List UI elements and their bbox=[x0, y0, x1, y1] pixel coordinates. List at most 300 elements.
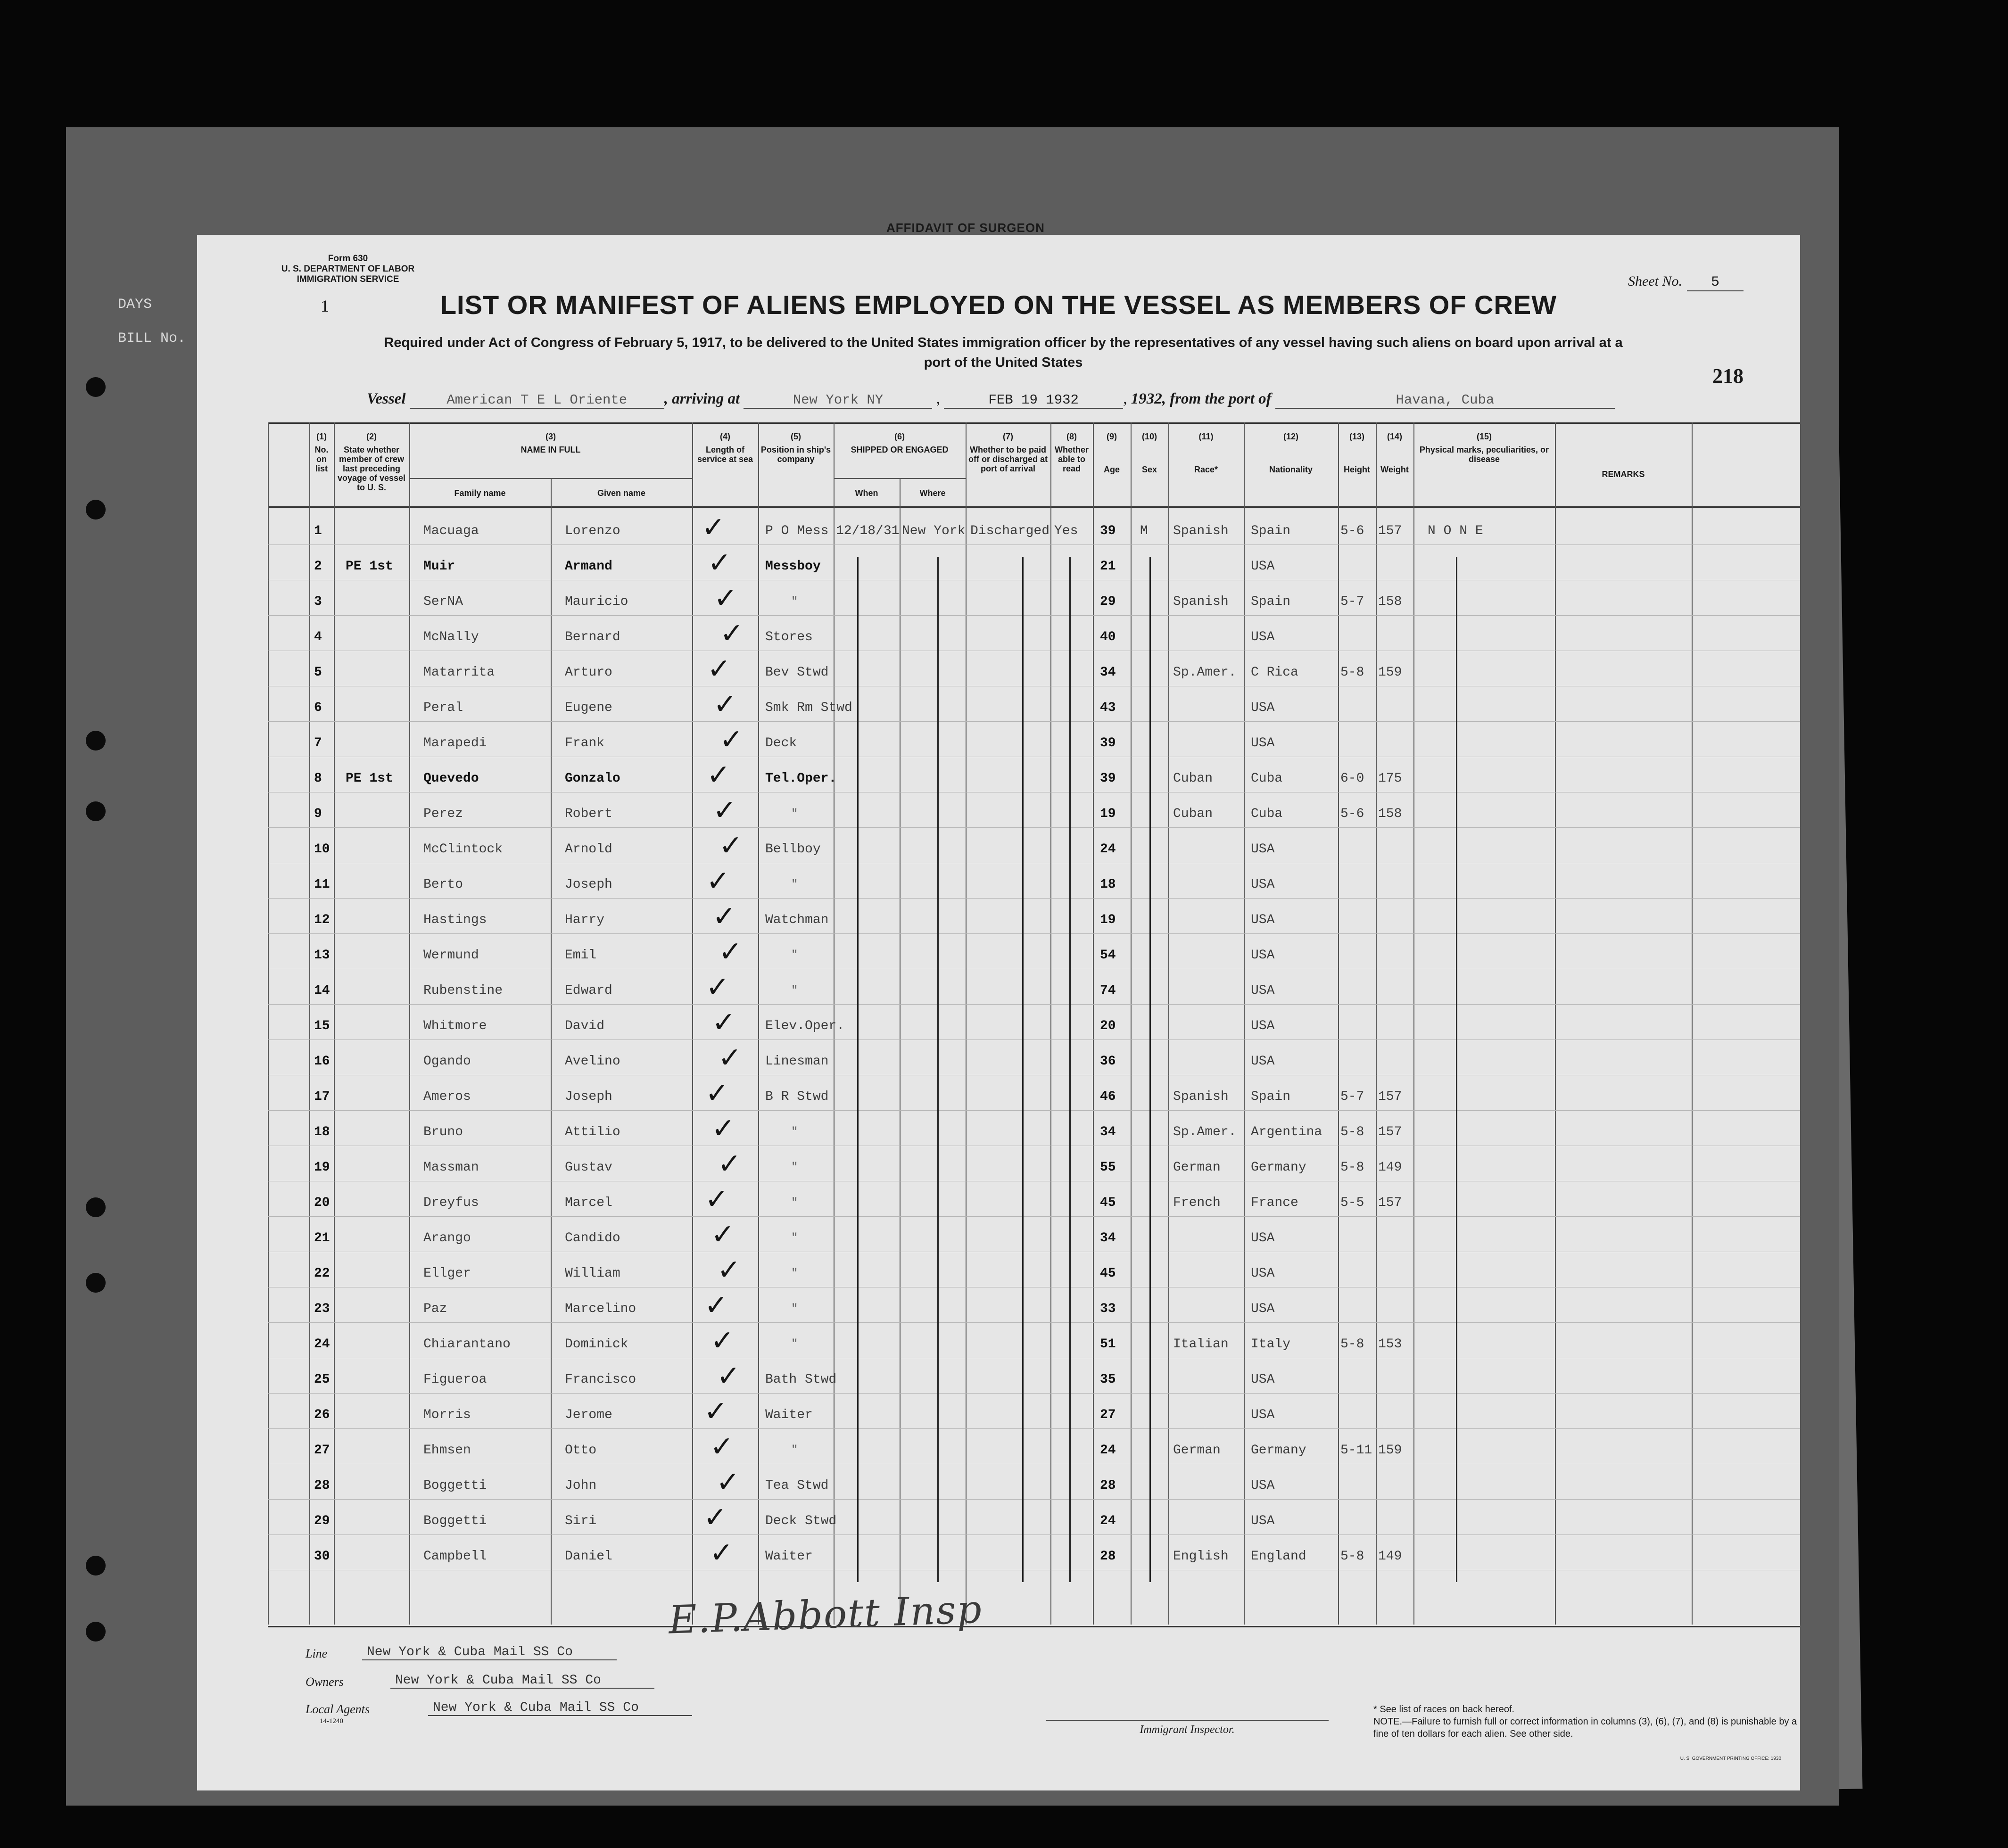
row-rule bbox=[268, 721, 1800, 722]
given-name: Gonzalo bbox=[565, 771, 620, 786]
nationality: C Rica bbox=[1251, 665, 1298, 680]
weight: 153 bbox=[1378, 1337, 1402, 1352]
column-rule bbox=[966, 422, 967, 1625]
check-mark-icon: ✓ bbox=[719, 829, 743, 862]
family-name: Muir bbox=[423, 559, 455, 574]
column-number: (8) bbox=[1066, 432, 1077, 441]
ditto-stroke bbox=[937, 557, 939, 1582]
nationality: USA bbox=[1251, 913, 1275, 927]
nationality: USA bbox=[1251, 1054, 1275, 1069]
nationality: Argentina bbox=[1251, 1125, 1322, 1139]
column-label: Physical marks, peculiarities, or disease bbox=[1419, 445, 1549, 464]
able-to-read: Yes bbox=[1054, 524, 1078, 538]
row-number: 5 bbox=[314, 665, 322, 680]
column-header-c10 bbox=[1131, 432, 1168, 474]
column-header-c8 bbox=[1050, 432, 1093, 473]
family-name: Marapedi bbox=[423, 736, 487, 751]
ditto-mark-icon: " bbox=[791, 1338, 798, 1351]
nationality: Spain bbox=[1251, 524, 1291, 538]
vessel-name: American T E L Oriente bbox=[410, 392, 664, 409]
age: 20 bbox=[1100, 1019, 1116, 1033]
ditto-mark-icon: " bbox=[791, 1444, 798, 1457]
arrival-year: 1932 bbox=[1131, 390, 1162, 407]
column-rule bbox=[1093, 422, 1094, 1625]
height: 5-11 bbox=[1340, 1443, 1372, 1458]
height: 5-7 bbox=[1340, 1089, 1364, 1104]
row-rule bbox=[268, 1004, 1800, 1005]
age: 46 bbox=[1100, 1089, 1116, 1104]
age: 24 bbox=[1100, 1514, 1116, 1528]
row-number: 24 bbox=[314, 1337, 330, 1352]
given-name: Candido bbox=[565, 1231, 620, 1246]
check-mark-icon: ✓ bbox=[706, 865, 730, 898]
height: 5-8 bbox=[1340, 1337, 1364, 1352]
check-mark-icon: ✓ bbox=[707, 759, 731, 792]
ditto-stroke bbox=[1069, 557, 1071, 1582]
row-rule bbox=[268, 1322, 1800, 1323]
height: 5-6 bbox=[1340, 807, 1364, 821]
height: 5-6 bbox=[1340, 524, 1364, 538]
ditto-mark-icon: " bbox=[791, 808, 798, 820]
given-name: Avelino bbox=[565, 1054, 620, 1069]
punch-hole bbox=[86, 731, 106, 751]
column-header-c13 bbox=[1338, 432, 1376, 474]
ditto-mark-icon: " bbox=[791, 1161, 798, 1174]
column-header-c16 bbox=[1555, 470, 1692, 479]
departure-port: Havana, Cuba bbox=[1275, 392, 1615, 409]
column-rule bbox=[758, 422, 759, 1625]
age: 19 bbox=[1100, 807, 1116, 821]
nationality: USA bbox=[1251, 559, 1275, 574]
given-name: Arnold bbox=[565, 842, 612, 857]
row-number: 26 bbox=[314, 1408, 330, 1422]
column-label: Position in ship's company bbox=[760, 445, 831, 464]
row-number: 20 bbox=[314, 1196, 330, 1210]
check-mark-icon: ✓ bbox=[713, 794, 737, 827]
age: 40 bbox=[1100, 630, 1116, 644]
agents-label: Local Agents bbox=[306, 1702, 370, 1716]
column-label: Age bbox=[1103, 465, 1120, 474]
given-name: Joseph bbox=[565, 1089, 612, 1104]
punch-hole bbox=[86, 500, 106, 520]
given-name: Francisco bbox=[565, 1372, 636, 1387]
ditto-mark-icon: " bbox=[791, 949, 798, 962]
check-mark-icon: ✓ bbox=[710, 1430, 734, 1463]
given-name: Eugene bbox=[565, 701, 612, 715]
nationality: USA bbox=[1251, 736, 1275, 751]
check-mark-icon: ✓ bbox=[704, 1395, 728, 1428]
row-number: 14 bbox=[314, 983, 330, 998]
row-number: 6 bbox=[314, 701, 322, 715]
check-mark-icon: ✓ bbox=[705, 1077, 729, 1110]
row-number: 11 bbox=[314, 877, 330, 892]
footnote: * See list of races on back hereof. NOTE.—Failure to furnish full or correct information in columns (3), (6), (7), and (8) is punishable by a fine of ten dollars for each alien. See other side. bbox=[1373, 1704, 1797, 1739]
column-header-c4 bbox=[692, 432, 758, 464]
given-name: Attilio bbox=[565, 1125, 620, 1139]
position: Watchman bbox=[765, 913, 829, 927]
race: Spanish bbox=[1173, 1089, 1229, 1104]
nationality: Spain bbox=[1251, 594, 1291, 609]
race: Sp.Amer. bbox=[1173, 665, 1237, 680]
ditto-mark-icon: " bbox=[791, 1303, 798, 1315]
family-name: Peral bbox=[423, 701, 463, 715]
weight: 157 bbox=[1378, 1196, 1402, 1210]
weight: 149 bbox=[1378, 1549, 1402, 1564]
nationality: Germany bbox=[1251, 1443, 1306, 1458]
column-rule bbox=[1376, 422, 1377, 1625]
nationality: Germany bbox=[1251, 1160, 1306, 1175]
ditto-mark-icon: " bbox=[791, 878, 798, 891]
row-number: 4 bbox=[314, 630, 322, 644]
column-header-c7 bbox=[966, 432, 1050, 473]
handwritten-mark: 1 bbox=[321, 297, 329, 315]
column-rule bbox=[309, 422, 310, 1625]
given-name: Bernard bbox=[565, 630, 620, 644]
weight: 157 bbox=[1378, 524, 1402, 538]
column-number: (5) bbox=[791, 432, 801, 441]
ditto-stroke bbox=[1456, 557, 1457, 1582]
family-name: Ogando bbox=[423, 1054, 471, 1069]
column-rule bbox=[1555, 422, 1556, 1625]
check-mark-icon: ✓ bbox=[719, 723, 744, 756]
nationality: France bbox=[1251, 1196, 1298, 1210]
age: 55 bbox=[1100, 1160, 1116, 1175]
column-label: State whether member of crew last preceding voyage of vessel to U. S. bbox=[337, 445, 406, 492]
column-number: (7) bbox=[1003, 432, 1013, 441]
row-rule bbox=[268, 933, 1800, 934]
family-name: Quevedo bbox=[423, 771, 479, 786]
height: 5-8 bbox=[1340, 1125, 1364, 1139]
check-mark-icon: ✓ bbox=[711, 1218, 735, 1251]
given-name: Joseph bbox=[565, 877, 612, 892]
nationality: USA bbox=[1251, 877, 1275, 892]
family-name: Ameros bbox=[423, 1089, 471, 1104]
check-mark-icon: ✓ bbox=[717, 1360, 741, 1393]
family-name: Arango bbox=[423, 1231, 471, 1246]
given-name: Lorenzo bbox=[565, 524, 620, 538]
inspector-signature: E.P.Abbott Insp bbox=[668, 1587, 983, 1643]
row-number: 15 bbox=[314, 1019, 330, 1033]
check-mark-icon: ✓ bbox=[716, 1466, 740, 1499]
row-rule bbox=[268, 1534, 1800, 1535]
row-number: 16 bbox=[314, 1054, 330, 1069]
column-header-c12 bbox=[1244, 432, 1338, 474]
check-mark-icon: ✓ bbox=[718, 1147, 742, 1180]
punch-hole bbox=[86, 1273, 106, 1293]
check-mark-icon: ✓ bbox=[719, 935, 743, 968]
family-name: Boggetti bbox=[423, 1514, 487, 1528]
check-mark-icon: ✓ bbox=[713, 688, 737, 721]
row-rule bbox=[268, 1216, 1800, 1217]
nationality: England bbox=[1251, 1549, 1306, 1564]
race: Sp.Amer. bbox=[1173, 1125, 1237, 1139]
position: Bev Stwd bbox=[765, 665, 829, 680]
given-name: John bbox=[565, 1478, 597, 1493]
height: 6-0 bbox=[1340, 771, 1364, 786]
column-rule bbox=[1131, 422, 1132, 1625]
row-rule bbox=[268, 615, 1800, 616]
position: Deck Stwd bbox=[765, 1514, 837, 1528]
ditto-mark-icon: " bbox=[791, 1196, 798, 1209]
column-header-c1 bbox=[309, 432, 334, 473]
punch-hole bbox=[86, 1622, 106, 1642]
age: 21 bbox=[1100, 559, 1116, 574]
ditto-mark-icon: " bbox=[791, 595, 798, 608]
column-rule bbox=[1244, 422, 1245, 1625]
family-name: Macuaga bbox=[423, 524, 479, 538]
column-rule bbox=[409, 422, 410, 1625]
family-name: Perez bbox=[423, 807, 463, 821]
column-subheader: Where bbox=[919, 488, 946, 498]
given-name: Harry bbox=[565, 913, 605, 927]
family-name: McNally bbox=[423, 630, 479, 644]
ditto-mark-icon: " bbox=[791, 1267, 798, 1280]
age: 74 bbox=[1100, 983, 1116, 998]
row-rule bbox=[268, 544, 1800, 545]
column-rule bbox=[1338, 422, 1339, 1625]
age: 36 bbox=[1100, 1054, 1116, 1069]
inspector-label: Immigrant Inspector. bbox=[1046, 1720, 1329, 1736]
discharged: Discharged bbox=[970, 524, 1050, 538]
age: 19 bbox=[1100, 913, 1116, 927]
check-mark-icon: ✓ bbox=[705, 1183, 729, 1216]
age: 39 bbox=[1100, 524, 1116, 538]
position: Tea Stwd bbox=[765, 1478, 829, 1493]
check-mark-icon: ✓ bbox=[706, 971, 730, 1004]
previous-voyage: PE 1st bbox=[346, 771, 393, 786]
ditto-stroke bbox=[857, 557, 859, 1582]
row-number: 27 bbox=[314, 1443, 330, 1458]
position: Tel.Oper. bbox=[765, 771, 837, 786]
column-label: No. on list bbox=[314, 445, 329, 473]
family-name: Morris bbox=[423, 1408, 471, 1422]
race: German bbox=[1173, 1160, 1221, 1175]
age: 39 bbox=[1100, 771, 1116, 786]
row-number: 30 bbox=[314, 1549, 330, 1564]
row-number: 2 bbox=[314, 559, 322, 574]
affidavit-header: AFFIDAVIT OF SURGEON bbox=[886, 221, 1045, 235]
column-number: (6) bbox=[894, 432, 905, 441]
nationality: USA bbox=[1251, 701, 1275, 715]
printer-imprint: U. S. GOVERNMENT PRINTING OFFICE: 1930 bbox=[1680, 1756, 1781, 1761]
weight: 158 bbox=[1378, 594, 1402, 609]
weight: 158 bbox=[1378, 807, 1402, 821]
check-mark-icon: ✓ bbox=[711, 1324, 735, 1357]
given-name: Edward bbox=[565, 983, 612, 998]
family-name: Matarrita bbox=[423, 665, 495, 680]
family-name: Wermund bbox=[423, 948, 479, 963]
race: Spanish bbox=[1173, 524, 1229, 538]
weight: 175 bbox=[1378, 771, 1402, 786]
nationality: USA bbox=[1251, 1302, 1275, 1316]
row-number: 8 bbox=[314, 771, 322, 786]
column-subheader: Given name bbox=[597, 488, 646, 498]
row-rule bbox=[268, 898, 1800, 899]
weight: 157 bbox=[1378, 1089, 1402, 1104]
column-header-c5 bbox=[758, 432, 834, 464]
age: 34 bbox=[1100, 665, 1116, 680]
family-name: McClintock bbox=[423, 842, 503, 857]
column-label: Race* bbox=[1194, 465, 1218, 474]
ditto-mark-icon: " bbox=[791, 1126, 798, 1138]
position: Bellboy bbox=[765, 842, 821, 857]
nationality: USA bbox=[1251, 842, 1275, 857]
position: P O Mess bbox=[765, 524, 829, 538]
column-number: (9) bbox=[1107, 432, 1117, 441]
row-number: 22 bbox=[314, 1266, 330, 1281]
given-name: Armand bbox=[565, 559, 612, 574]
punch-hole bbox=[86, 801, 106, 821]
column-label: Whether able to read bbox=[1055, 445, 1089, 473]
column-header-c9 bbox=[1093, 432, 1131, 474]
column-rule bbox=[1168, 422, 1169, 1625]
position: Elev.Oper. bbox=[765, 1019, 845, 1033]
column-header-c11 bbox=[1168, 432, 1244, 474]
check-mark-icon: ✓ bbox=[704, 1289, 728, 1322]
race: German bbox=[1173, 1443, 1221, 1458]
nationality: USA bbox=[1251, 1372, 1275, 1387]
family-name: Dreyfus bbox=[423, 1196, 479, 1210]
column-header-c2 bbox=[334, 432, 409, 492]
column-label: Nationality bbox=[1269, 465, 1313, 474]
check-mark-icon: ✓ bbox=[711, 1112, 735, 1145]
page-subtitle: Required under Act of Congress of February 5, 1917, to be delivered to the United States immigration officer by the representatives of any vessel having such aliens on board upon arrival at a port of the United States bbox=[384, 335, 1623, 370]
given-name: Gustav bbox=[565, 1160, 612, 1175]
given-name: Jerome bbox=[565, 1408, 612, 1422]
form-id-block: Form 630 U. S. DEPARTMENT OF LABOR IMMIGRATION SERVICE bbox=[281, 254, 415, 284]
column-rule bbox=[1800, 422, 1801, 1625]
row-rule bbox=[268, 827, 1800, 828]
row-number: 13 bbox=[314, 948, 330, 963]
column-label: Sex bbox=[1141, 465, 1157, 474]
manifest-sheet bbox=[197, 235, 1800, 1790]
column-subheader: When bbox=[855, 488, 878, 498]
age: 51 bbox=[1100, 1337, 1116, 1352]
age: 39 bbox=[1100, 736, 1116, 751]
punch-hole bbox=[86, 1556, 106, 1576]
position: Stores bbox=[765, 630, 813, 644]
height: 5-8 bbox=[1340, 665, 1364, 680]
column-header-c3 bbox=[409, 432, 692, 454]
row-rule bbox=[268, 1499, 1800, 1500]
nationality: USA bbox=[1251, 948, 1275, 963]
row-number: 9 bbox=[314, 807, 322, 821]
nationality: USA bbox=[1251, 983, 1275, 998]
nationality: Cuba bbox=[1251, 771, 1283, 786]
given-name: Robert bbox=[565, 807, 612, 821]
position: Waiter bbox=[765, 1549, 813, 1564]
check-mark-icon: ✓ bbox=[712, 900, 736, 933]
family-name: Paz bbox=[423, 1302, 447, 1316]
given-name: Marcel bbox=[565, 1196, 612, 1210]
sheet-number: Sheet No. 5 bbox=[1628, 273, 1744, 291]
age: 34 bbox=[1100, 1125, 1116, 1139]
given-name: Dominick bbox=[565, 1337, 628, 1352]
column-rule bbox=[692, 422, 693, 1625]
nationality: USA bbox=[1251, 1231, 1275, 1246]
stub-text: DAYS BILL No. bbox=[118, 297, 186, 346]
check-mark-icon: ✓ bbox=[707, 652, 731, 685]
column-number: (2) bbox=[366, 432, 377, 441]
age: 18 bbox=[1100, 877, 1116, 892]
column-rule bbox=[1050, 422, 1051, 1625]
family-name: Chiarantano bbox=[423, 1337, 511, 1352]
family-name: Massman bbox=[423, 1160, 479, 1175]
arrival-port: New York NY bbox=[744, 392, 932, 409]
age: 54 bbox=[1100, 948, 1116, 963]
row-number: 18 bbox=[314, 1125, 330, 1139]
column-rule bbox=[551, 478, 552, 1625]
check-mark-icon: ✓ bbox=[712, 1006, 736, 1039]
nationality: USA bbox=[1251, 630, 1275, 644]
position: Smk Rm Stwd bbox=[765, 701, 852, 715]
header-rule bbox=[268, 506, 1800, 508]
nationality: Spain bbox=[1251, 1089, 1291, 1104]
check-mark-icon: ✓ bbox=[718, 1041, 742, 1074]
weight: 159 bbox=[1378, 665, 1402, 680]
agents-value: New York & Cuba Mail SS Co bbox=[428, 1700, 692, 1716]
row-number: 1 bbox=[314, 524, 322, 538]
age: 24 bbox=[1100, 1443, 1116, 1458]
position: Waiter bbox=[765, 1408, 813, 1422]
page-title: LIST OR MANIFEST OF ALIENS EMPLOYED ON THE VESSEL AS MEMBERS OF CREW bbox=[440, 290, 1557, 320]
nationality: USA bbox=[1251, 1019, 1275, 1033]
column-rule bbox=[334, 422, 335, 1625]
row-number: 10 bbox=[314, 842, 330, 857]
race: Cuban bbox=[1173, 771, 1213, 786]
given-name: Siri bbox=[565, 1514, 597, 1528]
row-number: 7 bbox=[314, 736, 322, 751]
height: 5-5 bbox=[1340, 1196, 1364, 1210]
check-mark-icon: ✓ bbox=[703, 1501, 727, 1534]
ditto-stroke bbox=[1149, 557, 1151, 1582]
ditto-mark-icon: " bbox=[791, 1232, 798, 1245]
age: 27 bbox=[1100, 1408, 1116, 1422]
check-mark-icon: ✓ bbox=[702, 511, 726, 544]
punch-hole bbox=[86, 377, 106, 397]
row-number: 12 bbox=[314, 913, 330, 927]
weight: 149 bbox=[1378, 1160, 1402, 1175]
nationality: USA bbox=[1251, 1514, 1275, 1528]
race: English bbox=[1173, 1549, 1229, 1564]
weight: 157 bbox=[1378, 1125, 1402, 1139]
nationality: USA bbox=[1251, 1266, 1275, 1281]
physical-marks: N O N E bbox=[1428, 524, 1483, 538]
sex: M bbox=[1140, 524, 1148, 538]
punch-hole bbox=[86, 1197, 106, 1217]
row-rule bbox=[268, 1428, 1800, 1429]
position: Bath Stwd bbox=[765, 1372, 837, 1387]
column-number: (10) bbox=[1141, 432, 1157, 441]
column-rule bbox=[268, 422, 269, 1625]
position: Linesman bbox=[765, 1054, 829, 1069]
footer bbox=[268, 1628, 1800, 1783]
column-label: Whether to be paid off or discharged at port of arrival bbox=[968, 445, 1048, 473]
column-number: (12) bbox=[1283, 432, 1298, 441]
race: Spanish bbox=[1173, 594, 1229, 609]
column-label: SHIPPED OR ENGAGED bbox=[851, 445, 949, 454]
column-header-c14 bbox=[1376, 432, 1413, 474]
family-name: Ehmsen bbox=[423, 1443, 471, 1458]
family-name: Rubenstine bbox=[423, 983, 503, 998]
row-number: 19 bbox=[314, 1160, 330, 1175]
row-number: 23 bbox=[314, 1302, 330, 1316]
row-number: 21 bbox=[314, 1231, 330, 1246]
owners-value: New York & Cuba Mail SS Co bbox=[390, 1673, 654, 1689]
age: 43 bbox=[1100, 701, 1116, 715]
column-number: (15) bbox=[1476, 432, 1492, 441]
row-number: 17 bbox=[314, 1089, 330, 1104]
